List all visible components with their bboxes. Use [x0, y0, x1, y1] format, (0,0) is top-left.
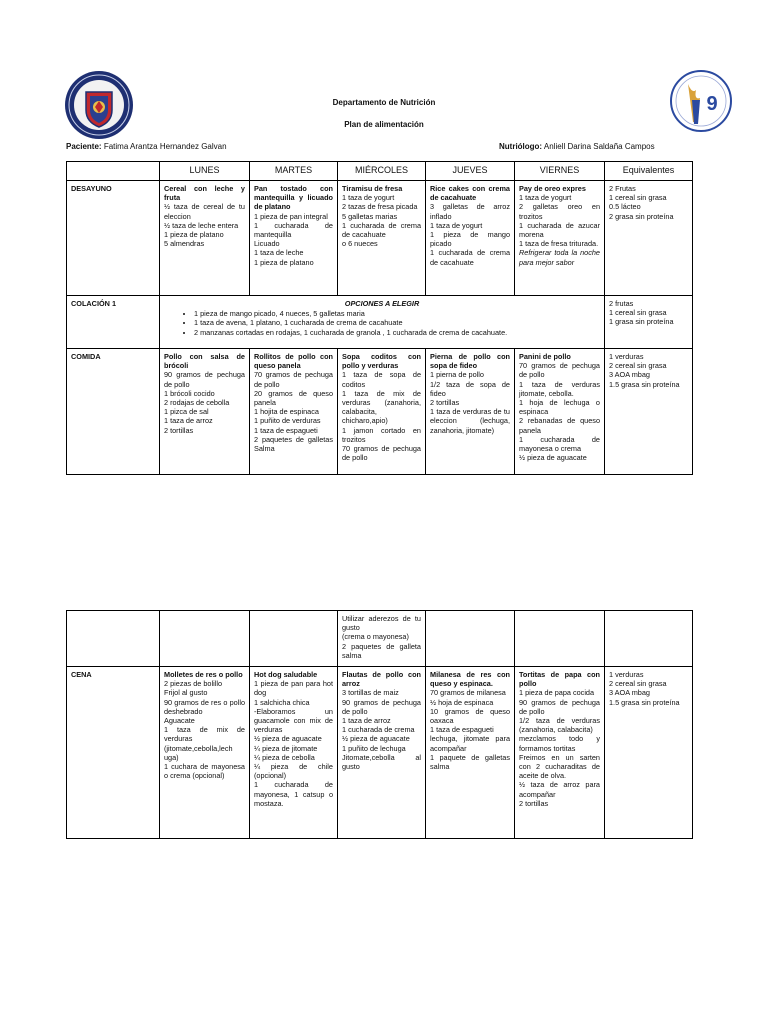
ingredient-line: 1 hoja de lechuga o espinaca	[519, 398, 600, 417]
ingredient-line: 1 taza de arroz	[342, 716, 391, 726]
plan-title: Plan de alimentación	[344, 120, 424, 129]
ingredient-line: 1 pieza de platano	[254, 257, 314, 267]
dish-title: Pay de oreo expres	[519, 184, 586, 193]
meal-label-comida: COMIDA	[67, 349, 160, 475]
cell-cena-lunes	[160, 667, 250, 839]
equivalent-line: 2 Frutas	[609, 184, 636, 193]
ingredient-line: ½ pieza de aguacate	[342, 734, 410, 744]
ingredient-line: 1 taza de yogurt	[430, 220, 483, 230]
ingredient-line: 2 tazas de fresa picada	[342, 202, 418, 212]
cell-desayuno-jueves	[426, 181, 515, 296]
ingredient-line: 3 galletas de arroz inflado	[430, 202, 510, 221]
equivalent-line: 3 AOA mbag	[609, 370, 650, 380]
ingredient-line: 1 cucharada de azucar morena	[519, 220, 600, 240]
ingredient-line: Licuado	[254, 239, 280, 249]
cell-comida-miercoles-cont	[338, 611, 426, 667]
ingredient-line: 1 taza de mix de verduras (zanahoria, calabacita, chicharo,apio)	[342, 388, 421, 426]
dish-note: Refrigerar toda la noche para mejor sabor	[519, 248, 600, 267]
meal-label-cena: CENA	[67, 667, 160, 839]
cell-desayuno-martes	[250, 181, 338, 296]
ingredient-line: 1 puñito de lechuga	[342, 743, 406, 753]
ingredient-line: 2 tortillas	[430, 398, 460, 408]
ingredient-line: 1 salchicha chica	[254, 697, 310, 707]
dish-title: Tiramisu de fresa	[342, 184, 403, 193]
cell-cena-equivalentes	[605, 667, 693, 839]
equivalent-line: 2 cereal sin grasa	[609, 361, 667, 371]
ingredient-line: 1 cucharada de crema de cacahuate	[342, 220, 421, 240]
cell-comida-miercoles	[338, 349, 426, 475]
cell-desayuno-miercoles	[338, 181, 426, 296]
equivalent-line: 0.5 lácteo	[609, 202, 641, 212]
dish-title: Panini de pollo	[519, 352, 571, 361]
patient-label: Paciente:	[66, 142, 102, 151]
list-item: • 1 taza de avena, 1 platano, 1 cucharada de crema de cacahuate	[194, 318, 600, 327]
ingredient-line: 1 taza de fresa triturada.	[519, 239, 599, 249]
ingredient-line: 1 cucharada de mantequilla	[254, 220, 333, 240]
ingredient-line: 1/2 taza de sopa de fideo	[430, 379, 510, 398]
ingredient-line: 1 taza de arroz	[164, 416, 213, 426]
equivalent-line: 1 verduras	[609, 670, 644, 679]
cont-empty-lunes	[160, 611, 250, 667]
ingredient-line: Freimos en un sarten con 2 cucharaditas de aceite de olva.	[519, 752, 600, 781]
ingredient-line: 1 pieza de pan para hot dog	[254, 679, 333, 698]
nutritionist-info	[499, 142, 655, 151]
cont-empty-label	[67, 611, 160, 667]
ingredient-line: 20 gramos de queso panela	[254, 388, 333, 408]
ingredient-line: 3 tortillas de maiz	[342, 688, 399, 698]
header-martes: MARTES	[250, 162, 338, 181]
list-item: • 2 manzanas cortadas en rodajas, 1 cucharada de granola , 1 cucharada de crema de cacahuate.	[194, 328, 600, 337]
ingredient-line: -Elaboramos un guacamole con mix de verduras	[254, 706, 333, 735]
ingredient-line: 90 gramos de res o pollo deshebrado	[164, 697, 245, 716]
ingredient-line: 1 cuchara de mayonesa o crema (opcional)	[164, 762, 245, 781]
dish-title: Molletes de res o pollo	[164, 670, 243, 679]
ingredient-line: 2 piezas de bolillo	[164, 679, 223, 689]
meal-plan-table	[66, 161, 693, 475]
table-header-row	[67, 162, 693, 181]
ingredient-line: (crema o mayonesa)	[342, 632, 409, 642]
ingredient-line: 1 taza de verduras de tu eleccion (lechuga, zanahoria, jitomate)	[430, 407, 510, 435]
cell-comida-equivalentes	[605, 349, 693, 475]
ingredient-line: 1 jamon cortado en trozitos	[342, 425, 421, 444]
row-desayuno	[67, 181, 693, 296]
meal-label-colacion: COLACIÓN 1	[67, 296, 160, 349]
ingredient-line: o 6 nueces	[342, 239, 378, 249]
cell-cena-jueves	[426, 667, 515, 839]
ingredient-line: 70 gramos de pechuga de pollo	[519, 361, 600, 380]
header-jueves: JUEVES	[426, 162, 515, 181]
dish-title: Flautas de pollo con arroz	[342, 670, 421, 689]
ingredient-line: 1 taza de yogurt	[519, 193, 572, 203]
nutritionist-label: Nutriólogo:	[499, 142, 543, 151]
dish-title: Sopa coditos con pollo y verduras	[342, 352, 421, 371]
dish-title: Hot dog saludable	[254, 670, 318, 679]
equivalent-line: 1.5 grasa sin proteína	[609, 379, 680, 389]
dish-title: Rice cakes con crema de cacahuate	[430, 184, 510, 203]
ingredient-line: 1 paquete de galletas salma	[430, 752, 510, 772]
cont-empty-viernes	[515, 611, 605, 667]
ingredient-line: 2 paquetes de galletas Salma	[254, 434, 333, 454]
ingredient-line: 5 almendras	[164, 239, 205, 249]
ingredient-line: 90 gramos de pechuga de pollo	[342, 697, 421, 716]
cell-colacion-equivalentes	[605, 296, 693, 349]
ingredient-line: mezclamos todo y formamos tortitas	[519, 734, 600, 753]
header-miercoles: MIÉRCOLES	[338, 162, 426, 181]
options-list	[164, 309, 600, 337]
cell-desayuno-viernes	[515, 181, 605, 296]
nutritionist-name: Anliell Darina Saldaña Campos	[543, 142, 655, 151]
patient-name: Fatima Arantza Hernandez Galvan	[103, 142, 227, 151]
equivalent-line: 3 AOA mbag	[609, 688, 650, 698]
ingredient-line: ½ hoja de espinaca	[430, 697, 494, 707]
equivalent-line: 1 cereal sin grasa	[609, 308, 667, 318]
ingredient-line: 1 pizca de sal	[164, 407, 209, 417]
ingredient-line: 1 taza de leche	[254, 248, 304, 258]
ingredient-line: 1 cucharada de crema	[342, 725, 415, 735]
ingredient-line: ½ taza de arroz para acompañar	[519, 780, 600, 799]
ingredient-line: ¼ pieza de cebolla	[254, 752, 315, 762]
ingredient-line: 1 cucharada de mayonesa o crema	[519, 434, 600, 454]
equivalent-line: 2 cereal sin grasa	[609, 679, 667, 689]
ingredient-line: Frijol al gusto	[164, 688, 208, 698]
dish-title: Rollitos de pollo con queso panela	[254, 352, 333, 371]
equivalent-line: 1.5 grasa sin proteína	[609, 697, 680, 707]
row-comida	[67, 349, 693, 475]
equivalent-line: 2 grasa sin proteína	[609, 211, 674, 221]
logo-number: 9	[706, 93, 718, 115]
ingredient-line: 2 tortillas	[164, 425, 194, 435]
equivalent-line: 1 grasa sin proteína	[609, 317, 674, 327]
ingredient-line: 90 gramos de pechuga de pollo	[164, 370, 245, 389]
ingredient-line: 90 gramos de pechuga de pollo	[519, 697, 600, 716]
ingredient-line: ¼ pieza de chile (opcional)	[254, 762, 333, 781]
ingredient-line: 1 pieza de pan integral	[254, 211, 328, 221]
meal-plan-table-continued	[66, 610, 693, 839]
cont-empty-martes	[250, 611, 338, 667]
ingredient-line: 2 paquetes de galleta salma	[342, 641, 421, 660]
dish-title: Pan tostado con mantequilla y licuado de platano	[254, 184, 333, 212]
ingredient-line: ½ taza de leche entera	[164, 220, 239, 230]
list-item: • 1 pieza de mango picado, 4 nueces, 5 galletas maria	[194, 309, 600, 318]
cont-empty-jueves	[426, 611, 515, 667]
ingredient-line: Aguacate	[164, 716, 195, 726]
row-comida-continued	[67, 611, 693, 667]
cell-desayuno-lunes	[160, 181, 250, 296]
dish-title: Pierna de pollo con sopa de fideo	[430, 352, 510, 371]
ingredient-line: 1 taza de espagueti	[430, 725, 494, 735]
dish-title: Cereal con leche y fruta	[164, 184, 245, 203]
equivalent-line: 2 frutas	[609, 299, 634, 308]
ingredient-line: ½ pieza de aguacate	[254, 734, 322, 744]
options-title: OPCIONES A ELEGIR	[344, 299, 420, 308]
cell-desayuno-equivalentes	[605, 181, 693, 296]
ingredient-line: lechuga, jitomate para acompañar	[430, 734, 510, 753]
ingredient-line: ½ taza de cereal de tu eleccion	[164, 202, 245, 221]
department-title: Departamento de Nutrición	[332, 98, 436, 107]
cell-comida-lunes	[160, 349, 250, 475]
header-lunes: LUNES	[160, 162, 250, 181]
cell-cena-viernes	[515, 667, 605, 839]
cont-empty-equivalentes	[605, 611, 693, 667]
cell-colacion-options	[160, 296, 605, 349]
cell-comida-jueves	[426, 349, 515, 475]
row-cena	[67, 667, 693, 839]
dish-title: Milanesa de res con queso y espinaca.	[430, 670, 510, 689]
ingredient-line: 1 taza de sopa de coditos	[342, 370, 421, 389]
patient-info	[66, 142, 227, 151]
header-equivalentes: Equivalentes	[605, 162, 693, 181]
cell-cena-miercoles	[338, 667, 426, 839]
equivalent-line: 1 verduras	[609, 352, 644, 361]
ingredient-line: 1 brócoli cocido	[164, 388, 215, 398]
ingredient-line: 2 tortillas	[519, 798, 549, 808]
ingredient-line: Utilizar aderezos de tu gusto	[342, 614, 421, 633]
ingredient-line: 1 pierna de pollo	[430, 370, 484, 380]
header-viernes: VIERNES	[515, 162, 605, 181]
cell-comida-viernes	[515, 349, 605, 475]
cell-cena-martes	[250, 667, 338, 839]
ingredient-line: 1 pieza de platano	[164, 230, 224, 240]
ingredient-line: 10 gramos de queso oaxaca	[430, 706, 510, 726]
ingredient-line: 1 puñito de verduras	[254, 416, 321, 426]
meal-label-desayuno: DESAYUNO	[67, 181, 160, 296]
cell-comida-martes	[250, 349, 338, 475]
ingredient-line: 1 pieza de mango picado	[430, 230, 510, 249]
ingredient-line: 1/2 taza de verduras (zanahoria, calabacita)	[519, 716, 600, 735]
dish-title: Tortitas de papa con pollo	[519, 670, 600, 689]
ingredient-line: ¼ pieza de jitomate	[254, 743, 318, 753]
header-corner	[67, 162, 160, 181]
equivalent-line: 1 cereal sin grasa	[609, 193, 667, 203]
ingredient-line: 1 cucharada de crema de cacahuate	[430, 248, 510, 267]
ingredient-line: 1 taza de mix de verduras (jitomate,cebolla,lech uga)	[164, 725, 245, 762]
ingredient-line: 70 gramos de pechuga de pollo	[342, 444, 421, 463]
ingredient-line: 1 hojita de espinaca	[254, 407, 319, 417]
ingredient-line: 70 gramos de pechuga de pollo	[254, 370, 333, 389]
ingredient-line: 1 taza de yogurt	[342, 193, 395, 203]
ingredient-line: 1 pieza de papa cocida	[519, 688, 595, 698]
ingredient-line: 2 galletas oreo en trozitos	[519, 202, 600, 221]
ingredient-line: 2 rebanadas de queso panela	[519, 416, 600, 435]
row-colacion	[67, 296, 693, 349]
ingredient-line: ½ pieza de aguacate	[519, 453, 587, 463]
ingredient-line: Jitomate,cebolla al gusto	[342, 752, 421, 772]
ingredient-line: 1 taza de verduras jitomate, cebolla.	[519, 379, 600, 398]
dish-title: Pollo con salsa de brócoli	[164, 352, 245, 371]
ingredient-line: 2 rodajas de cebolla	[164, 398, 230, 408]
ingredient-line: 70 gramos de milanesa	[430, 688, 506, 698]
ingredient-line: 5 galletas marias	[342, 211, 398, 221]
ingredient-line: 1 taza de espagueti	[254, 425, 318, 435]
ingredient-line: 1 cucharada de mayonesa, 1 catsup o mostaza.	[254, 780, 333, 808]
